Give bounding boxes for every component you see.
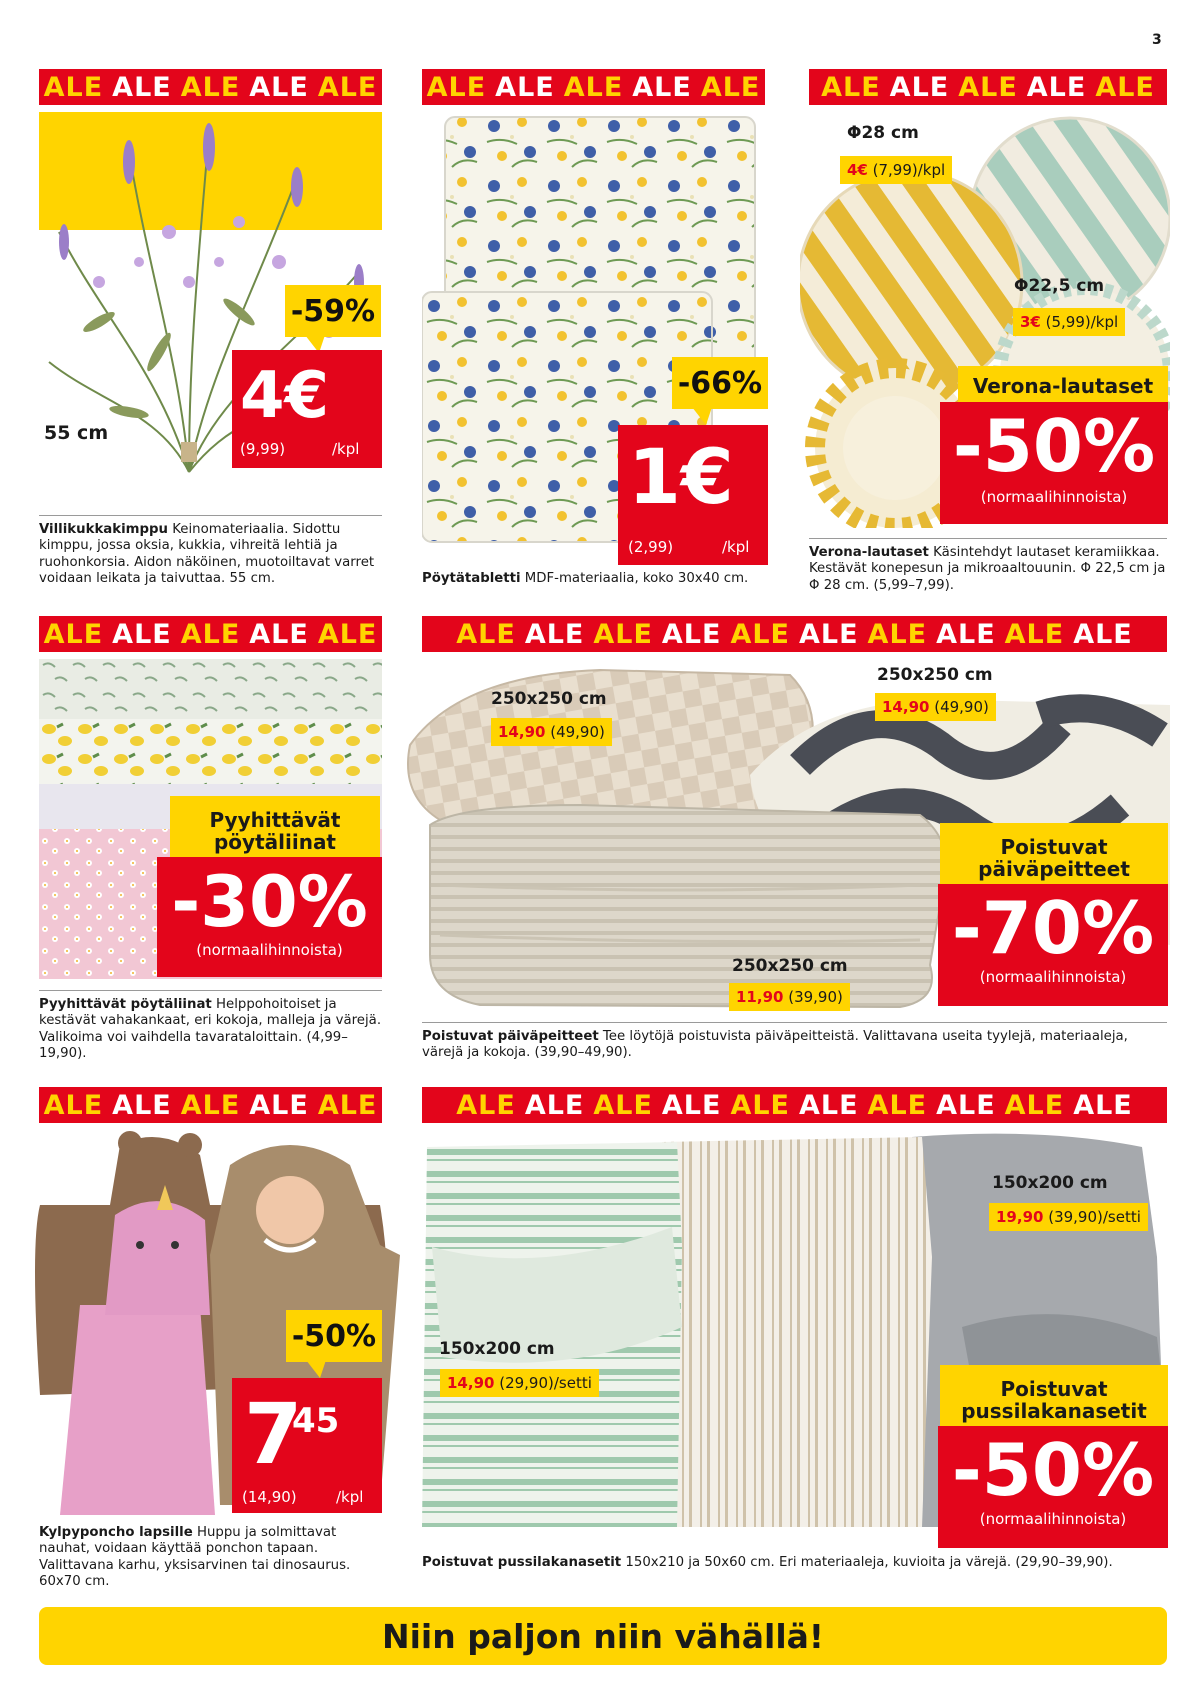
placemat-description: Pöytätabletti MDF-materiaalia, koko 30x40 cm. bbox=[422, 571, 749, 586]
bedspread-a-price: 14,90 (49,90) bbox=[491, 718, 612, 746]
bedspreads-discount-sub: (normaalihinnoista) bbox=[979, 968, 1127, 986]
plates-label: Verona-lautaset bbox=[958, 366, 1168, 406]
bedspreads-discount: -70% bbox=[951, 886, 1155, 970]
poncho-description: Kylpyponcho lapsille Huppu ja solmittavat nauhat, voidaan käyttää ponchon tapaan. Valittavana karhu, yksisarvinen tai dinosaurus. 60x70 cm. bbox=[39, 1525, 351, 1590]
tablecloth-label: Pyyhittävät pöytäliinat bbox=[170, 796, 380, 866]
duvet-a-size: 150x200 cm bbox=[992, 1173, 1108, 1193]
placemat-orig-price: (2,99) bbox=[628, 538, 674, 556]
tablecloth-discount: -30% bbox=[171, 861, 368, 943]
duvet-discount-box bbox=[938, 1426, 1168, 1548]
poncho-unit: /kpl bbox=[336, 1488, 364, 1506]
bedspread-b-price: 14,90 (49,90) bbox=[875, 693, 996, 721]
bedspreads-label: Poistuvat päiväpeitteet bbox=[940, 823, 1168, 893]
duvet-discount-sub: (normaalihinnoista) bbox=[979, 1510, 1127, 1528]
flowers-orig-price: (9,99) bbox=[240, 440, 286, 458]
plates-discount-sub: (normaalihinnoista) bbox=[980, 488, 1128, 506]
poncho-price-dec: 45 bbox=[292, 1401, 340, 1441]
flowers-unit: /kpl bbox=[332, 440, 360, 458]
placemat-price: 1€ bbox=[628, 432, 734, 521]
flowers-price-box bbox=[232, 350, 382, 468]
placemat-price-box bbox=[618, 425, 768, 565]
ale-banner-duvet: ALE ALE ALE ALE ALE ALE ALE ALE ALE ALE bbox=[422, 1087, 1167, 1123]
flowers-description: Villikukkakimppu Keinomateriaalia. Sidottu kimppu, jossa oksia, kukkia, vihreitä lehtiä ja ruohonkorsia. Aidon näköinen, muotoiltavat varret voidaan leikata ja taivuttaa. 55 cm. bbox=[39, 515, 382, 588]
poncho-orig-price: (14,90) bbox=[242, 1488, 297, 1506]
poncho-price-box bbox=[232, 1378, 382, 1513]
bedspreads-discount-box bbox=[938, 884, 1168, 1006]
plates-price-22: 3€ (5,99)/kpl bbox=[1013, 308, 1125, 336]
duvet-a-price: 19,90 (39,90)/setti bbox=[989, 1203, 1148, 1231]
placemat-discount-tag: -66% bbox=[672, 357, 768, 409]
ale-banner-bedspreads: ALE ALE ALE ALE ALE ALE ALE ALE ALE ALE bbox=[422, 616, 1167, 652]
plates-description: Verona-lautaset Käsintehdyt lautaset keramiikkaa. Kestävät konepesun ja mikroaaltouunin. Φ 22,5 cm ja Φ 28 cm. (5,99–7,99). bbox=[809, 538, 1167, 594]
footer-slogan: Niin paljon niin vähällä! bbox=[39, 1607, 1167, 1665]
bedspread-c-size: 250x250 cm bbox=[732, 956, 848, 976]
bedspread-a-size: 250x250 cm bbox=[491, 689, 607, 709]
duvet-b-price: 14,90 (29,90)/setti bbox=[440, 1369, 599, 1397]
ale-banner-tablecloth: ALE ALE ALE ALE ALE bbox=[39, 616, 382, 652]
ale-banner-placemat: ALE ALE ALE ALE ALE bbox=[422, 69, 765, 105]
tablecloth-description: Pyyhittävät pöytäliinat Helppohoitoiset ja kestävät vahakankaat, eri kokoja, malleja ja värejä. Valikoima voi vaihdella tavarataloittain. (4,99–19,90). bbox=[39, 990, 382, 1063]
duvet-description: Poistuvat pussilakanasetit 150x210 ja 50x60 cm. Eri materiaaleja, kuvioita ja värejä. (29,90–39,90). bbox=[422, 1555, 1113, 1570]
placemat-unit: /kpl bbox=[722, 538, 750, 556]
plates-discount: -50% bbox=[952, 404, 1156, 488]
ale-banner-poncho: ALE ALE ALE ALE ALE bbox=[39, 1087, 382, 1123]
poncho-price-int: 7 bbox=[244, 1385, 303, 1483]
tablecloth-discount-sub: (normaalihinnoista) bbox=[196, 941, 343, 959]
flowers-price: 4€ bbox=[240, 359, 330, 433]
plates-discount-box bbox=[940, 402, 1168, 524]
page-number: 3 bbox=[1152, 32, 1162, 48]
bedspreads-description: Poistuvat päiväpeitteet Tee löytöjä poistuvista päiväpeitteistä. Valittavana useita tyylejä, materiaaleja, värejä ja kokoja. (39,90–49,90). bbox=[422, 1022, 1167, 1062]
flowers-size-label: 55 cm bbox=[44, 422, 109, 444]
duvet-label: Poistuvat pussilakanasetit bbox=[940, 1365, 1168, 1435]
flowers-discount-tag: -59% bbox=[285, 285, 381, 337]
plates-size-28: Φ28 cm bbox=[847, 123, 919, 143]
poncho-discount-tag: -50% bbox=[286, 1310, 382, 1362]
tablecloth-discount-box bbox=[157, 857, 382, 977]
plates-price-28: 4€ (7,99)/kpl bbox=[840, 156, 952, 184]
duvet-b-size: 150x200 cm bbox=[439, 1339, 555, 1359]
plates-size-22: Φ22,5 cm bbox=[1014, 276, 1105, 296]
duvet-discount: -50% bbox=[951, 1428, 1155, 1512]
bedspread-c-price: 11,90 (39,90) bbox=[729, 983, 850, 1011]
ale-banner-plates: ALE ALE ALE ALE ALE bbox=[809, 69, 1167, 105]
ale-banner-flowers: ALE ALE ALE ALE ALE bbox=[39, 69, 382, 105]
bedspread-b-size: 250x250 cm bbox=[877, 665, 993, 685]
